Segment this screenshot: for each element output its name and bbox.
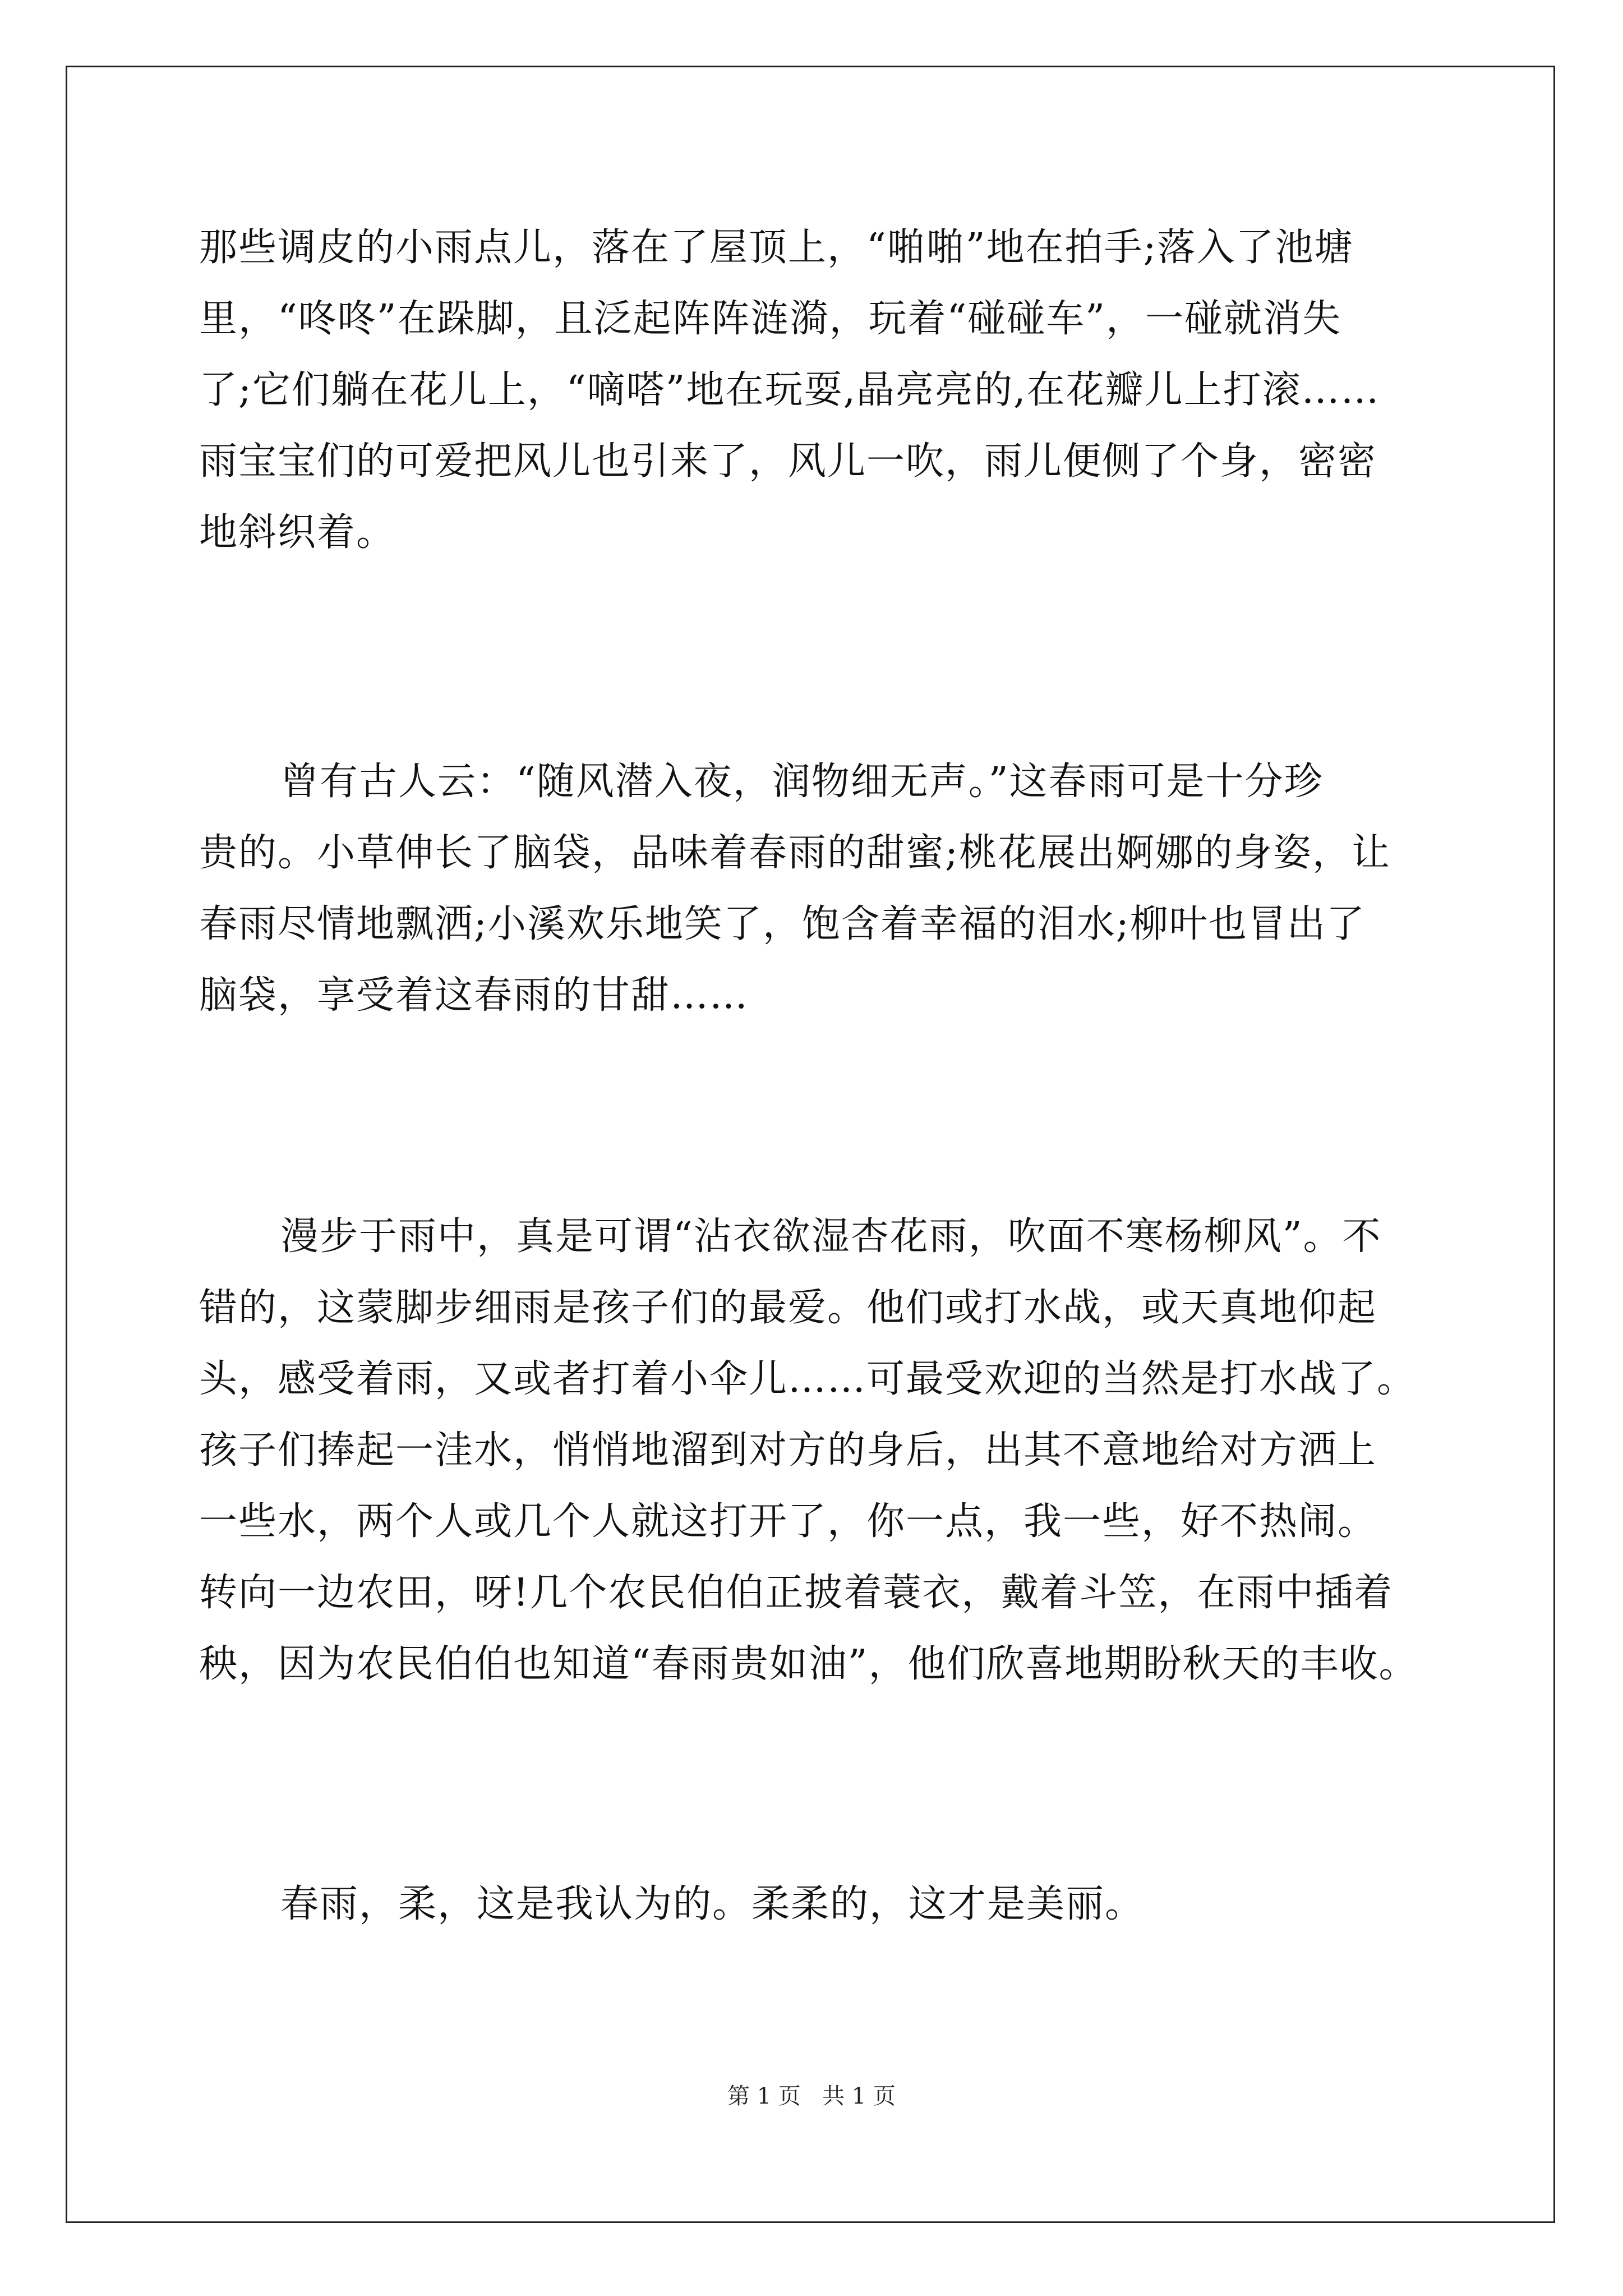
text-line: 秧，因为农民伯伯也知道“春雨贵如油”，他们欣喜地期盼秋天的丰收。: [199, 1642, 1418, 1686]
text-line: 错的，这蒙脚步细雨是孩子们的最爱。他们或打水战，或天真地仰起: [199, 1286, 1377, 1330]
page-footer: 第 1 页 共 1 页: [727, 2083, 896, 2109]
text-line: 春雨尽情地飘洒;小溪欢乐地笑了，饱含着幸福的泪水;柳叶也冒出了: [199, 902, 1366, 946]
paragraph-start-line: 漫步于雨中，真是可谓“沾衣欲湿杏花雨，吹面不寒杨柳风”。不: [280, 1214, 1382, 1259]
text-line: 那些调皮的小雨点儿，落在了屋顶上，“啪啪”地在拍手;落入了池塘: [199, 226, 1354, 270]
text-line: 地斜织着。: [199, 510, 396, 555]
text-line: 转向一边农田，呀!几个农民伯伯正披着蓑衣，戴着斗笠，在雨中插着: [199, 1571, 1394, 1615]
text-line: 一些水，两个人或几个人就这打开了，你一点，我一些，好不热闹。: [199, 1499, 1377, 1544]
paragraph-start-line: 曾有古人云：“随风潜入夜，润物细无声。”这春雨可是十分珍: [280, 760, 1324, 804]
paragraph-start-line: 春雨，柔，这是我认为的。柔柔的，这才是美丽。: [280, 1882, 1145, 1926]
text-line: 孩子们捧起一洼水，悄悄地溜到对方的身后，出其不意地给对方洒上: [199, 1428, 1377, 1473]
text-line: 雨宝宝们的可爱把风儿也引来了，风儿一吹，雨儿便侧了个身，密密: [199, 439, 1377, 484]
text-line: 脑袋，享受着这春雨的甘甜……: [199, 973, 749, 1018]
text-line: 头，感受着雨，又或者打着小伞儿……可最受欢迎的当然是打水战了。: [199, 1357, 1417, 1401]
text-line: 里，“咚咚”在跺脚，且泛起阵阵涟漪，玩着“碰碰车”，一碰就消失: [199, 297, 1342, 341]
text-line: 贵的。小草伸长了脑袋，品味着春雨的甜蜜;桃花展出婀娜的身姿，让: [199, 831, 1391, 875]
text-line: 了;它们躺在花儿上，“嘀嗒”地在玩耍,晶亮亮的,在花瓣儿上打滚……: [199, 368, 1380, 412]
